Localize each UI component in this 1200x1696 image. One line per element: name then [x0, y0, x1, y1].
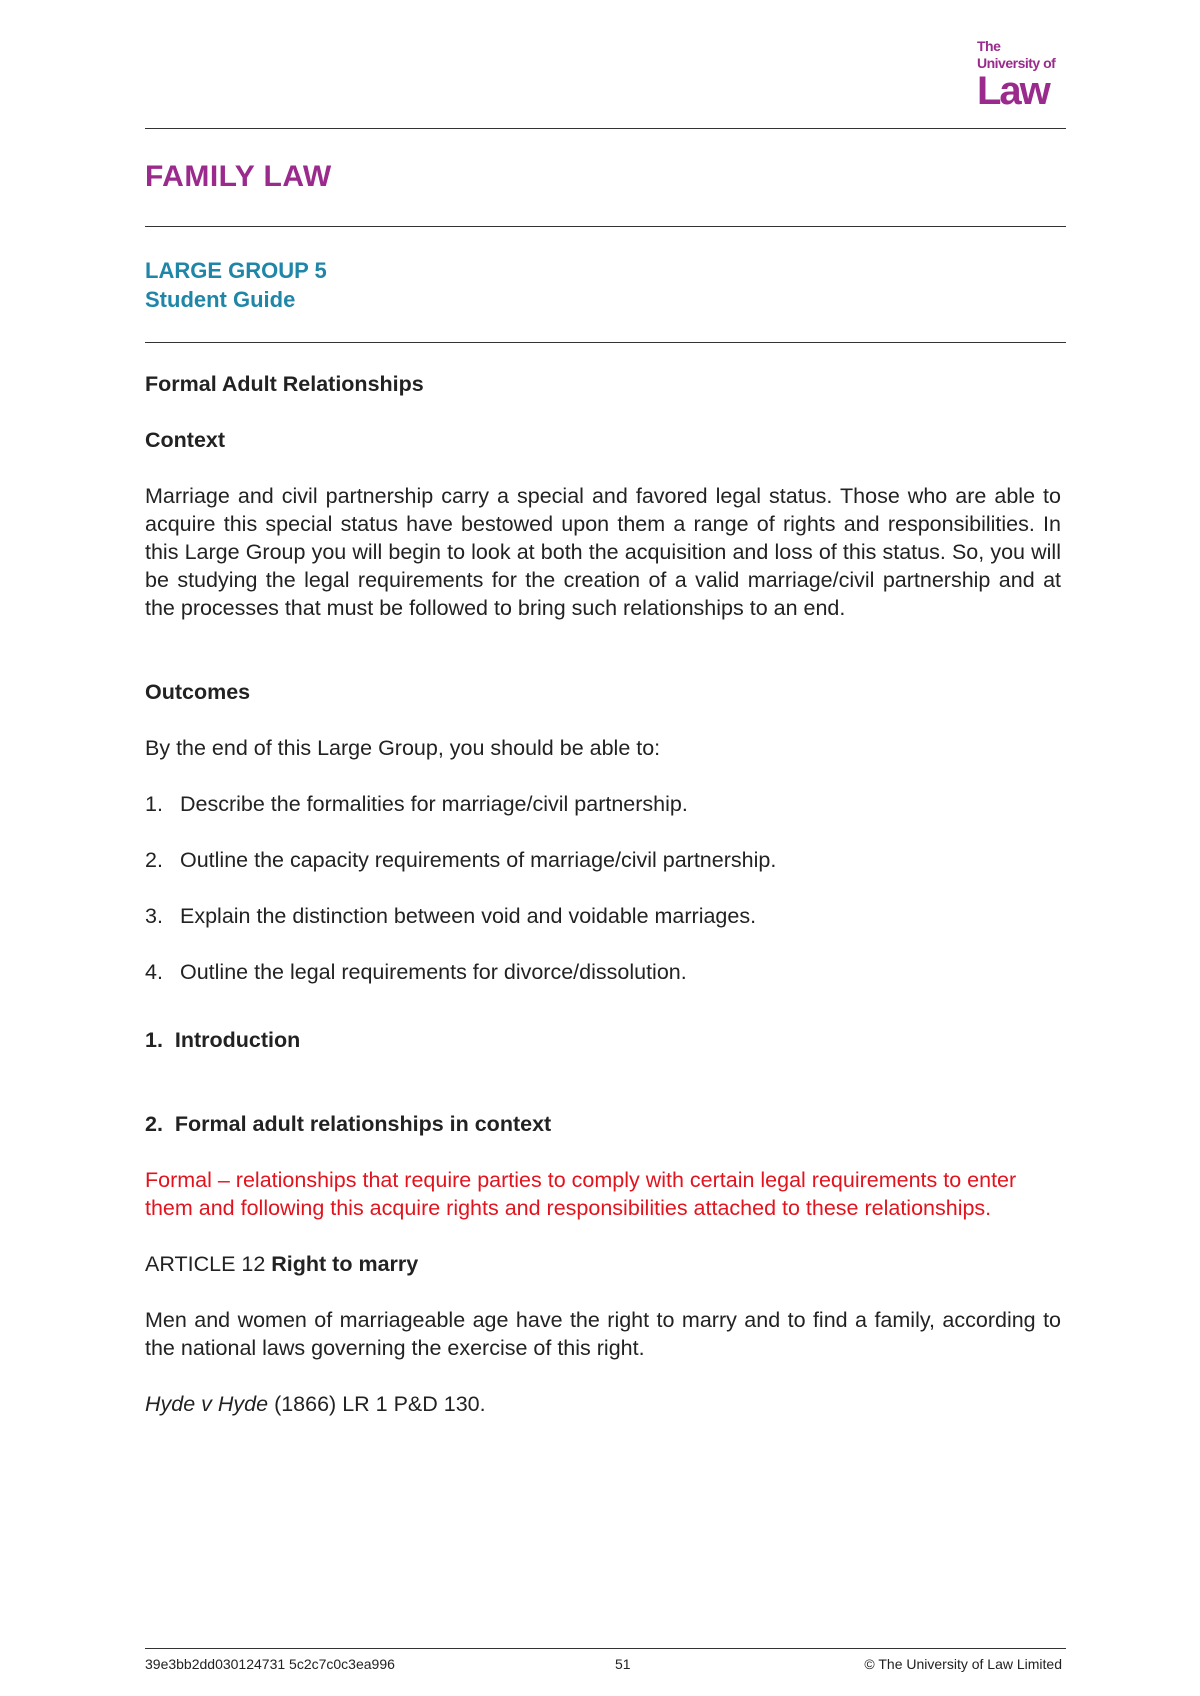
topic-heading: Formal Adult Relationships [145, 372, 424, 396]
divider-title [145, 226, 1066, 227]
logo-line-3: Law [977, 69, 1049, 113]
outcome-text: Describe the formalities for marriage/civil partnership. [180, 792, 688, 816]
outcome-text: Explain the distinction between void and voidable marriages. [180, 904, 757, 928]
outcome-item [145, 790, 1061, 818]
outcome-number: 2. [145, 848, 163, 872]
outcomes-list [145, 790, 1061, 986]
formal-definition-note: Formal – relationships that require parties to comply with certain legal requirements to enter them and following this acquire rights and responsibilities attached to these relationships. [145, 1168, 1017, 1220]
university-logo [977, 38, 1069, 113]
outcome-text: Outline the capacity requirements of marriage/civil partnership. [180, 848, 777, 872]
logo-line-1: The [977, 38, 1001, 54]
subtitle-guide: Student Guide [145, 287, 296, 312]
subtitle-block [145, 256, 327, 314]
outcome-number: 4. [145, 960, 163, 984]
divider-footer [145, 1648, 1066, 1649]
article-line [145, 1250, 1061, 1278]
main-content [145, 370, 1061, 1418]
article-prefix: ARTICLE 12 [145, 1252, 272, 1276]
case-name: Hyde v Hyde [145, 1392, 269, 1416]
page-title: FAMILY LAW [145, 160, 332, 193]
outcome-number: 1. [145, 792, 163, 816]
logo-line-2: University of [977, 55, 1056, 71]
context-heading: Context [145, 428, 226, 452]
article-title: Right to marry [271, 1252, 419, 1276]
article-text: Men and women of marriageable age have the right to marry and to find a family, according to the national laws governing the exercise of this right. [145, 1308, 1061, 1360]
outcomes-intro: By the end of this Large Group, you should be able to: [145, 736, 661, 760]
context-paragraph: Marriage and civil partnership carry a special and favored legal status. Those who are able to acquire this special status have bestowed upon them a range of rights and responsibilities. In this Large Group you will begin to look at both the acquisition and loss of this status. So, you will be studying the legal requirements for the creation of a valid marriage/civil partnership and at the processes that must be followed to bring such relationships to an end. [145, 484, 1061, 620]
formal-relationships-heading: 2. Formal adult relationships in context [145, 1112, 552, 1136]
subtitle-group: LARGE GROUP 5 [145, 258, 327, 283]
outcome-item [145, 958, 1061, 986]
outcome-text: Outline the legal requirements for divorce/dissolution. [180, 960, 687, 984]
introduction-heading: 1. Introduction [145, 1028, 301, 1052]
copyright-notice: © The University of Law Limited [864, 1656, 1062, 1672]
page-number: 51 [615, 1656, 631, 1672]
case-reference [145, 1390, 1061, 1418]
outcome-number: 3. [145, 904, 163, 928]
divider-top [145, 128, 1066, 129]
outcomes-heading: Outcomes [145, 680, 251, 704]
outcome-item [145, 846, 1061, 874]
divider-subtitle [145, 342, 1066, 343]
outcome-item [145, 902, 1061, 930]
document-code: 39e3bb2dd030124731 5c2c7c0c3ea996 [145, 1656, 395, 1672]
case-citation: (1866) LR 1 P&D 130. [268, 1392, 486, 1416]
